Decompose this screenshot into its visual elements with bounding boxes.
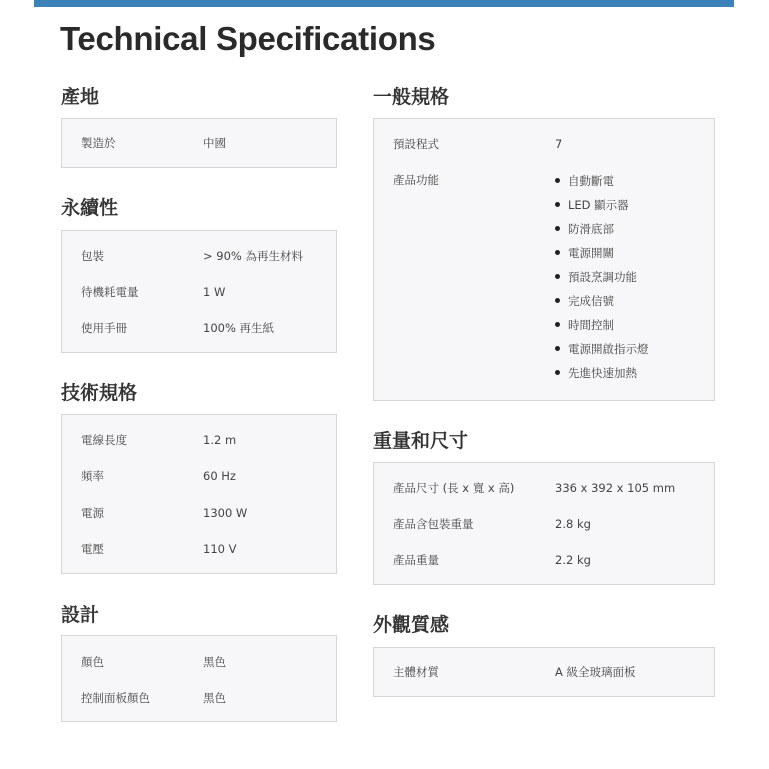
- spec-row: [374, 662, 714, 682]
- spec-row: [62, 539, 336, 559]
- spec-value: 黑色: [203, 655, 226, 669]
- spec-row: [374, 478, 714, 498]
- feature-item: LED 顯示器: [555, 195, 649, 219]
- spec-value: 1.2 m: [203, 433, 237, 447]
- spec-label: 使用手冊: [81, 321, 127, 335]
- feature-item: 預設烹調功能: [555, 267, 649, 291]
- spec-label: 主體材質: [393, 665, 439, 679]
- spec-row: [374, 134, 714, 154]
- bullet-icon: [555, 202, 560, 207]
- page-title: Technical Specifications: [60, 20, 436, 57]
- spec-row: [374, 170, 714, 190]
- tech-spec-box: [61, 414, 337, 574]
- feature-item: 自動斷電: [555, 171, 649, 195]
- spec-value: > 90% 為再生材料: [203, 249, 304, 263]
- spec-label: 顏色: [81, 655, 104, 669]
- bullet-icon: [555, 226, 560, 231]
- feature-item: 防滑底部: [555, 219, 649, 243]
- spec-value: 2.2 kg: [555, 553, 591, 567]
- feature-item: 電源開啟指示燈: [555, 339, 649, 363]
- design-spec-box: [61, 635, 337, 722]
- spec-row: [62, 282, 336, 302]
- spec-row: [62, 318, 336, 338]
- section-title-general: 一般規格: [373, 86, 450, 108]
- spec-label: 產品含包裝重量: [393, 517, 474, 531]
- spec-label: 電壓: [81, 542, 104, 556]
- spec-value: 中國: [203, 136, 226, 150]
- section-title-finish: 外觀質感: [373, 614, 450, 636]
- spec-label: 電線長度: [81, 433, 127, 447]
- section-title-design: 設計: [61, 604, 100, 626]
- general-spec-box: [373, 118, 715, 401]
- spec-label: 包裝: [81, 249, 104, 263]
- feature-item: 電源開關: [555, 243, 649, 267]
- spec-row: [62, 688, 336, 708]
- spec-value: 110 V: [203, 542, 237, 556]
- spec-row: [62, 652, 336, 672]
- spec-row: [62, 466, 336, 486]
- feature-item: 完成信號: [555, 291, 649, 315]
- spec-value: 1300 W: [203, 506, 248, 520]
- section-title-origin: 產地: [61, 86, 100, 108]
- spec-value: 黑色: [203, 691, 226, 705]
- finish-spec-box: [373, 647, 715, 697]
- sustainability-spec-box: [61, 230, 337, 353]
- spec-value: 7: [555, 137, 563, 151]
- bullet-icon: [555, 274, 560, 279]
- feature-item: 時間控制: [555, 315, 649, 339]
- bullet-icon: [555, 322, 560, 327]
- bullet-icon: [555, 178, 560, 183]
- origin-spec-box: [61, 118, 337, 168]
- feature-list: [555, 171, 649, 387]
- spec-value: 336 x 392 x 105 mm: [555, 481, 676, 495]
- spec-label: 電源: [81, 506, 104, 520]
- top-accent-bar: [34, 0, 734, 7]
- section-title-sustainability: 永續性: [61, 197, 119, 219]
- spec-value: 100% 再生紙: [203, 321, 275, 335]
- spec-label: 控制面板顏色: [81, 691, 150, 705]
- spec-value: 2.8 kg: [555, 517, 591, 531]
- spec-label: 產品重量: [393, 553, 439, 567]
- spec-row: [62, 133, 336, 153]
- weight-spec-box: [373, 462, 715, 585]
- spec-label: 待機耗電量: [81, 285, 139, 299]
- bullet-icon: [555, 298, 560, 303]
- section-title-weight: 重量和尺寸: [373, 430, 469, 452]
- bullet-icon: [555, 346, 560, 351]
- bullet-icon: [555, 250, 560, 255]
- spec-label: 製造於: [81, 136, 116, 150]
- feature-item: 先進快速加熱: [555, 363, 649, 387]
- spec-label: 產品功能: [393, 173, 439, 187]
- spec-row: [62, 503, 336, 523]
- spec-value: A 級全玻璃面板: [555, 665, 636, 679]
- spec-label: 預設程式: [393, 137, 439, 151]
- bullet-icon: [555, 370, 560, 375]
- section-title-tech: 技術規格: [61, 382, 138, 404]
- spec-row: [62, 246, 336, 266]
- spec-label: 頻率: [81, 469, 104, 483]
- spec-row: [62, 430, 336, 450]
- spec-row: [374, 514, 714, 534]
- spec-value: 1 W: [203, 285, 226, 299]
- spec-row: [374, 550, 714, 570]
- spec-label: 產品尺寸 (長 x 寬 x 高): [393, 481, 515, 495]
- spec-value: 60 Hz: [203, 469, 236, 483]
